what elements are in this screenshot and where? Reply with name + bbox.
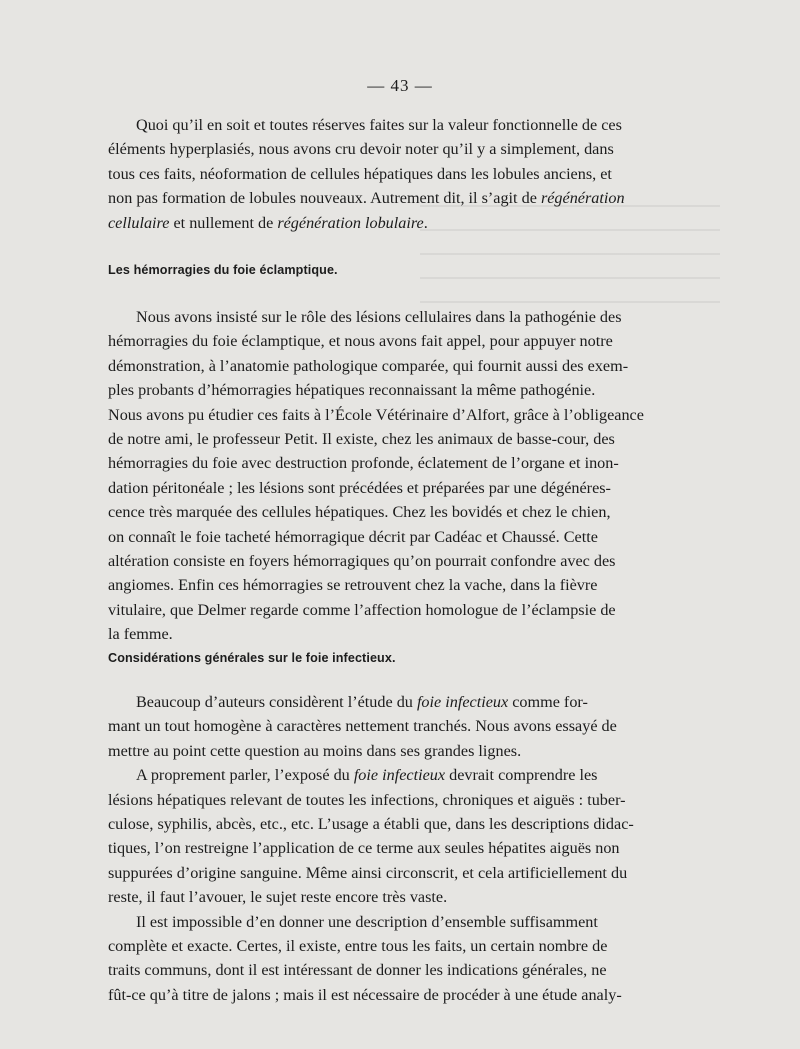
line bbox=[108, 690, 712, 714]
line: de notre ami, le professeur Petit. Il existe, chez les animaux de basse-cour, des bbox=[108, 430, 615, 449]
section-heading-foie-infectieux: Considérations générales sur le foie infectieux. bbox=[108, 651, 396, 665]
text: Beaucoup d’auteurs considèrent l’étude du bbox=[136, 693, 417, 711]
page-number: — 43 — bbox=[367, 76, 433, 95]
line: suppurées d’origine sanguine. Même ainsi circonscrit, et cela artificiellement du bbox=[108, 863, 628, 882]
italic-term: foie infectieux bbox=[416, 693, 509, 711]
line bbox=[108, 763, 712, 787]
line: cence très marquée des cellules hépatiques. Chez les bovidés et chez le chien, bbox=[108, 503, 611, 522]
line: tous ces faits, néoformation de cellules hépatiques dans les lobules anciens, et bbox=[108, 164, 612, 183]
line: démonstration, à l’anatomie pathologique comparée, qui fournit aussi des exem- bbox=[108, 356, 629, 375]
line: hémorragies du foie éclamptique, et nous avons fait appel, pour appuyer notre bbox=[108, 332, 613, 351]
line: mettre au point cette question au moins dans ses grandes lignes. bbox=[108, 741, 522, 760]
line: vitulaire, que Delmer regarde comme l’affection homologue de l’éclampsie de bbox=[108, 600, 616, 619]
line: hémorragies du foie avec destruction profonde, éclatement de l’organe et inon- bbox=[108, 454, 619, 473]
italic-term: régénération bbox=[540, 189, 625, 208]
paragraph-regeneration bbox=[108, 113, 712, 235]
line: lésions hépatiques relevant de toutes les infections, chroniques et aiguës : tuber- bbox=[108, 790, 626, 809]
line: complète et exacte. Certes, il existe, entre tous les faits, un certain nombre de bbox=[108, 937, 608, 956]
italic-term: régénération lobulaire bbox=[277, 213, 424, 232]
line: la femme. bbox=[108, 625, 173, 644]
line: Nous avons pu étudier ces faits à l’École Vétérinaire d’Alfort, grâce à l’obligeance bbox=[108, 405, 644, 424]
line: Nous avons insisté sur le rôle des lésions cellulaires dans la pathogénie des bbox=[136, 308, 622, 326]
text: . bbox=[423, 213, 428, 232]
text: et nullement de bbox=[169, 213, 278, 232]
line: fût-ce qu’à titre de jalons ; mais il est nécessaire de procéder à une étude analy- bbox=[108, 985, 622, 1004]
line: ples probants d’hémorragies hépatiques reconnaissant la même pathogénie. bbox=[108, 381, 596, 400]
section-heading-hemorragies: Les hémorragies du foie éclamptique. bbox=[108, 263, 338, 277]
paragraph-hemorragies bbox=[108, 305, 712, 647]
text: non pas formation de lobules nouveaux. Autrement dit, il s’agit de bbox=[108, 189, 537, 208]
line: Quoi qu’il en soit et toutes réserves faites sur la valeur fonctionnelle de ces bbox=[136, 116, 622, 134]
line bbox=[108, 211, 712, 235]
line: on connaît le foie tacheté hémorragique décrit par Cadéac et Chaussé. Cette bbox=[108, 527, 598, 546]
line: reste, il faut l’avouer, le sujet reste encore très vaste. bbox=[108, 888, 448, 907]
line: altération consiste en foyers hémorragiques qu’on pourrait confondre avec des bbox=[108, 552, 616, 571]
line: culose, syphilis, abcès, etc., etc. L’usage a établi que, dans les descriptions didac- bbox=[108, 815, 634, 834]
text: devrait comprendre les bbox=[445, 766, 598, 785]
paragraph-foie-infectieux bbox=[108, 690, 712, 1007]
text: A proprement parler, l’exposé du bbox=[136, 766, 354, 785]
line: dation péritonéale ; les lésions sont précédées et préparées par une dégénéres- bbox=[108, 478, 611, 497]
italic-term: foie infectieux bbox=[353, 766, 446, 785]
line: tiques, l’on restreigne l’application de ce terme aux seules hépatites aiguës non bbox=[108, 839, 620, 858]
line: Il est impossible d’en donner une description d’ensemble suffisamment bbox=[136, 912, 598, 931]
line: angiomes. Enfin ces hémorragies se retrouvent chez la vache, dans la fièvre bbox=[108, 576, 598, 595]
line bbox=[108, 186, 712, 210]
line: traits communs, dont il est intéressant de donner les indications générales, ne bbox=[108, 961, 607, 980]
line: éléments hyperplasiés, nous avons cru devoir noter qu’il y a simplement, dans bbox=[108, 140, 614, 159]
italic-term: cellulaire bbox=[108, 213, 170, 232]
text: comme for- bbox=[508, 693, 588, 711]
line: mant un tout homogène à caractères nettement tranchés. Nous avons essayé de bbox=[108, 717, 617, 736]
